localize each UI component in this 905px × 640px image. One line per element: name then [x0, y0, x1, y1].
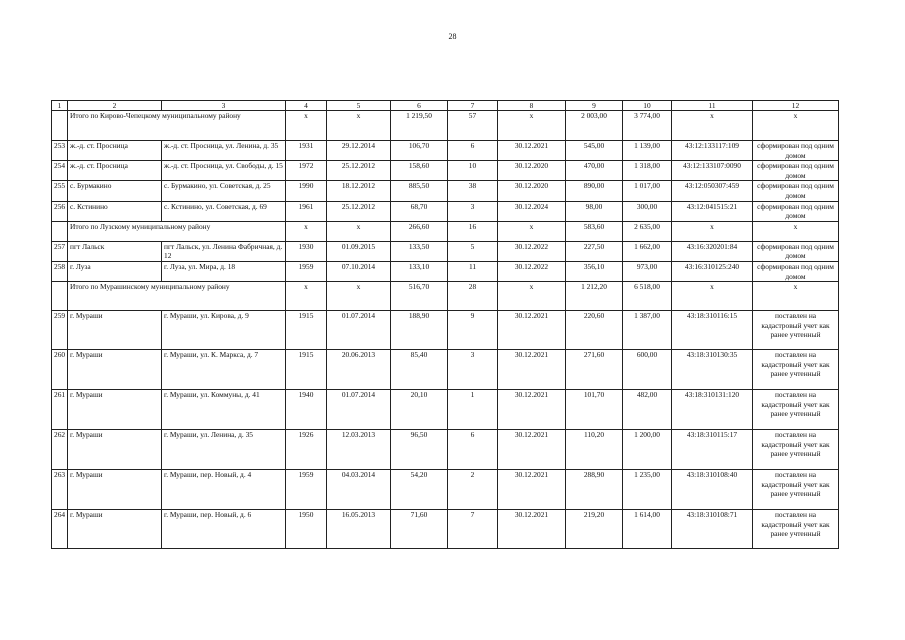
- table-cell: 188,90: [391, 311, 448, 350]
- table-cell: 01.09.2015: [327, 241, 391, 261]
- table-cell: 07.10.2014: [327, 261, 391, 281]
- table-cell: 04.03.2014: [327, 470, 391, 510]
- table-cell: 110,20: [566, 430, 623, 470]
- table-cell: х: [753, 282, 839, 311]
- table-cell: х: [672, 282, 753, 311]
- table-row: [52, 161, 839, 181]
- table-cell: 1 219,50: [391, 111, 448, 141]
- table-cell: 1972: [286, 161, 327, 181]
- table-cell: сформирован под одним домом: [753, 241, 839, 261]
- table-cell: 30.12.2022: [498, 261, 566, 281]
- table-cell: с. Кстинино: [68, 201, 162, 221]
- table-cell: 43:18:310130:35: [672, 350, 753, 390]
- table-cell: 219,20: [566, 510, 623, 549]
- table-cell: 1931: [286, 141, 327, 161]
- table-cell: 133,10: [391, 261, 448, 281]
- table-cell: 30.12.2021: [498, 350, 566, 390]
- column-number: 9: [566, 101, 623, 111]
- table-cell: 1 235,00: [623, 470, 672, 510]
- table-cell: 3: [448, 201, 498, 221]
- column-number-row: [52, 101, 839, 111]
- table-cell: 43:16:320201:84: [672, 241, 753, 261]
- table-cell: 1 318,00: [623, 161, 672, 181]
- table-cell: г. Мураши: [68, 350, 162, 390]
- table-cell: поставлен на кадастровый учет как ранее учтенный: [753, 390, 839, 430]
- column-number: 4: [286, 101, 327, 111]
- table-cell: 1: [448, 390, 498, 430]
- table-cell: г. Мураши: [68, 510, 162, 549]
- table-cell: 2: [448, 470, 498, 510]
- empty-cell: [52, 282, 68, 311]
- district-total-row: [52, 282, 839, 311]
- table-cell: 18.12.2012: [327, 181, 391, 201]
- table-cell: х: [286, 282, 327, 311]
- table-cell: 16.05.2013: [327, 510, 391, 549]
- table-cell: 3 774,00: [623, 111, 672, 141]
- table-cell: 1 387,00: [623, 311, 672, 350]
- table-cell: г. Мураши, пер. Новый, д. 6: [162, 510, 286, 549]
- table-cell: 01.07.2014: [327, 390, 391, 430]
- table-cell: 30.12.2022: [498, 241, 566, 261]
- column-number: 7: [448, 101, 498, 111]
- table-cell: 260: [52, 350, 68, 390]
- table-cell: 1950: [286, 510, 327, 549]
- table-cell: 259: [52, 311, 68, 350]
- table-cell: 356,10: [566, 261, 623, 281]
- table-cell: г. Мураши, ул. Коммуны, д. 41: [162, 390, 286, 430]
- table-cell: х: [753, 221, 839, 241]
- table-cell: 516,70: [391, 282, 448, 311]
- table-cell: х: [498, 221, 566, 241]
- table-cell: 6: [448, 141, 498, 161]
- table-cell: 2 003,00: [566, 111, 623, 141]
- table-cell: 6: [448, 430, 498, 470]
- table-cell: Итого по Лузскому муниципальному району: [68, 221, 286, 241]
- table-cell: 43:18:310108:40: [672, 470, 753, 510]
- table-row: [52, 470, 839, 510]
- table-cell: 1 139,00: [623, 141, 672, 161]
- table-cell: 43:12:050307:459: [672, 181, 753, 201]
- table-cell: 30.12.2021: [498, 311, 566, 350]
- table-cell: 257: [52, 241, 68, 261]
- table-cell: 5: [448, 241, 498, 261]
- table-cell: поставлен на кадастровый учет как ранее учтенный: [753, 430, 839, 470]
- table-cell: г. Мураши, ул. Кирова, д. 9: [162, 311, 286, 350]
- table-cell: 30.12.2021: [498, 390, 566, 430]
- table-cell: поставлен на кадастровый учет как ранее учтенный: [753, 350, 839, 390]
- table-cell: 43:18:310116:15: [672, 311, 753, 350]
- table-cell: 85,40: [391, 350, 448, 390]
- table-cell: 1930: [286, 241, 327, 261]
- empty-cell: [52, 111, 68, 141]
- table-cell: г. Мураши, пер. Новый, д. 4: [162, 470, 286, 510]
- table-cell: Итого по Кирово-Чепецкому муниципальному району: [68, 111, 286, 141]
- table-cell: 43:12:041515:21: [672, 201, 753, 221]
- table-cell: х: [286, 221, 327, 241]
- table-cell: 1990: [286, 181, 327, 201]
- table-cell: 300,00: [623, 201, 672, 221]
- column-number: 12: [753, 101, 839, 111]
- table-cell: 227,50: [566, 241, 623, 261]
- table-cell: 583,60: [566, 221, 623, 241]
- column-number: 10: [623, 101, 672, 111]
- table-cell: 43:12:133107:0090: [672, 161, 753, 181]
- table-cell: 43:18:310131:120: [672, 390, 753, 430]
- table-cell: 1961: [286, 201, 327, 221]
- district-total-row: [52, 221, 839, 241]
- table-cell: 262: [52, 430, 68, 470]
- table-cell: 43:12:133117:109: [672, 141, 753, 161]
- table-cell: 482,00: [623, 390, 672, 430]
- table-cell: сформирован под одним домом: [753, 201, 839, 221]
- table-cell: 96,50: [391, 430, 448, 470]
- table-cell: поставлен на кадастровый учет как ранее учтенный: [753, 470, 839, 510]
- table-row: [52, 390, 839, 430]
- table-cell: 600,00: [623, 350, 672, 390]
- table-cell: 68,70: [391, 201, 448, 221]
- table-cell: 1915: [286, 350, 327, 390]
- table-cell: 1 614,00: [623, 510, 672, 549]
- table-cell: 1 017,00: [623, 181, 672, 201]
- table-row: [52, 430, 839, 470]
- table-cell: пгт Лальск, ул. Ленина Фабричная, д. 12: [162, 241, 286, 261]
- table-cell: 10: [448, 161, 498, 181]
- table-cell: х: [672, 221, 753, 241]
- table-cell: 43:18:310108:71: [672, 510, 753, 549]
- table-cell: 1915: [286, 311, 327, 350]
- table-cell: г. Луза, ул. Мира, д. 18: [162, 261, 286, 281]
- table-cell: сформирован под одним домом: [753, 181, 839, 201]
- table-cell: 263: [52, 470, 68, 510]
- table-cell: 220,60: [566, 311, 623, 350]
- table-cell: 20,10: [391, 390, 448, 430]
- table-cell: ж.-д. ст. Просница: [68, 141, 162, 161]
- column-number: 5: [327, 101, 391, 111]
- housing-registry-table: [51, 100, 839, 549]
- table-cell: 973,00: [623, 261, 672, 281]
- table-cell: 30.12.2021: [498, 141, 566, 161]
- table-cell: г. Луза: [68, 261, 162, 281]
- table-cell: 3: [448, 350, 498, 390]
- table-cell: 30.12.2020: [498, 181, 566, 201]
- table-row: [52, 141, 839, 161]
- table-cell: 101,70: [566, 390, 623, 430]
- district-total-row: [52, 111, 839, 141]
- table-cell: 255: [52, 181, 68, 201]
- table-cell: 1959: [286, 261, 327, 281]
- table-cell: 16: [448, 221, 498, 241]
- table-cell: сформирован под одним домом: [753, 141, 839, 161]
- table-row: [52, 241, 839, 261]
- table-cell: г. Мураши: [68, 470, 162, 510]
- table-row: [52, 261, 839, 281]
- table-cell: г. Мураши: [68, 390, 162, 430]
- table-cell: 7: [448, 510, 498, 549]
- table-row: [52, 510, 839, 549]
- table-cell: поставлен на кадастровый учет как ранее учтенный: [753, 311, 839, 350]
- table-cell: 2 635,00: [623, 221, 672, 241]
- table-cell: 30.12.2024: [498, 201, 566, 221]
- table-cell: 43:16:310125:240: [672, 261, 753, 281]
- table-cell: 25.12.2012: [327, 201, 391, 221]
- table-cell: х: [753, 111, 839, 141]
- table-cell: 20.06.2013: [327, 350, 391, 390]
- table-cell: 264: [52, 510, 68, 549]
- table-cell: 258: [52, 261, 68, 281]
- table-cell: х: [327, 111, 391, 141]
- table-cell: 30.12.2020: [498, 161, 566, 181]
- table-cell: 1940: [286, 390, 327, 430]
- table-cell: 106,70: [391, 141, 448, 161]
- table-cell: 9: [448, 311, 498, 350]
- table-cell: х: [498, 282, 566, 311]
- table-cell: 261: [52, 390, 68, 430]
- table-cell: 11: [448, 261, 498, 281]
- table-cell: 1 200,00: [623, 430, 672, 470]
- table-cell: 12.03.2013: [327, 430, 391, 470]
- table-cell: 29.12.2014: [327, 141, 391, 161]
- table-row: [52, 311, 839, 350]
- table-cell: сформирован под одним домом: [753, 161, 839, 181]
- page-number: 28: [448, 32, 457, 41]
- table-cell: г. Мураши, ул. К. Маркса, д. 7: [162, 350, 286, 390]
- column-number: 3: [162, 101, 286, 111]
- table-cell: 266,60: [391, 221, 448, 241]
- table-row: [52, 201, 839, 221]
- table-cell: 30.12.2021: [498, 510, 566, 549]
- table-cell: 253: [52, 141, 68, 161]
- table-cell: 545,00: [566, 141, 623, 161]
- table-cell: 288,90: [566, 470, 623, 510]
- table-cell: 1 212,20: [566, 282, 623, 311]
- table-cell: х: [672, 111, 753, 141]
- table-cell: 30.12.2021: [498, 430, 566, 470]
- table-cell: с. Кстинино, ул. Советская, д. 69: [162, 201, 286, 221]
- table-cell: г. Мураши: [68, 311, 162, 350]
- table-cell: х: [327, 221, 391, 241]
- table-cell: 71,60: [391, 510, 448, 549]
- column-number: 11: [672, 101, 753, 111]
- table-cell: г. Мураши, ул. Ленина, д. 35: [162, 430, 286, 470]
- table-cell: 1959: [286, 470, 327, 510]
- table-cell: 38: [448, 181, 498, 201]
- table-cell: 890,00: [566, 181, 623, 201]
- table-cell: 98,00: [566, 201, 623, 221]
- table-row: [52, 350, 839, 390]
- table-cell: с. Бурмакино: [68, 181, 162, 201]
- table-cell: 1926: [286, 430, 327, 470]
- table-cell: х: [498, 111, 566, 141]
- column-number: 2: [68, 101, 162, 111]
- table-cell: ж.-д. ст. Просница: [68, 161, 162, 181]
- table-cell: 43:18:310115:17: [672, 430, 753, 470]
- table-cell: 25.12.2012: [327, 161, 391, 181]
- table-cell: ж.-д. ст. Просница, ул. Ленина, д. 35: [162, 141, 286, 161]
- column-number: 1: [52, 101, 68, 111]
- table-row: [52, 181, 839, 201]
- table-cell: сформирован под одним домом: [753, 261, 839, 281]
- table-cell: 254: [52, 161, 68, 181]
- table-cell: х: [286, 111, 327, 141]
- empty-cell: [52, 221, 68, 241]
- table-cell: ж.-д. ст. Просница, ул. Свободы, д. 15: [162, 161, 286, 181]
- table-cell: поставлен на кадастровый учет как ранее учтенный: [753, 510, 839, 549]
- column-number: 8: [498, 101, 566, 111]
- table-cell: 28: [448, 282, 498, 311]
- table-cell: х: [327, 282, 391, 311]
- table-cell: 6 518,00: [623, 282, 672, 311]
- table-cell: 01.07.2014: [327, 311, 391, 350]
- table-cell: пгт Лальск: [68, 241, 162, 261]
- table-cell: Итого по Мурашинскому муниципальному району: [68, 282, 286, 311]
- table-cell: 30.12.2021: [498, 470, 566, 510]
- table-cell: с. Бурмакино, ул. Советская, д. 25: [162, 181, 286, 201]
- table-cell: 158,60: [391, 161, 448, 181]
- table-cell: 1 662,00: [623, 241, 672, 261]
- column-number: 6: [391, 101, 448, 111]
- table-cell: 271,60: [566, 350, 623, 390]
- table-cell: 54,20: [391, 470, 448, 510]
- table-cell: 133,50: [391, 241, 448, 261]
- table-cell: 256: [52, 201, 68, 221]
- table-cell: 885,50: [391, 181, 448, 201]
- table-cell: 57: [448, 111, 498, 141]
- table-cell: 470,00: [566, 161, 623, 181]
- table-cell: г. Мураши: [68, 430, 162, 470]
